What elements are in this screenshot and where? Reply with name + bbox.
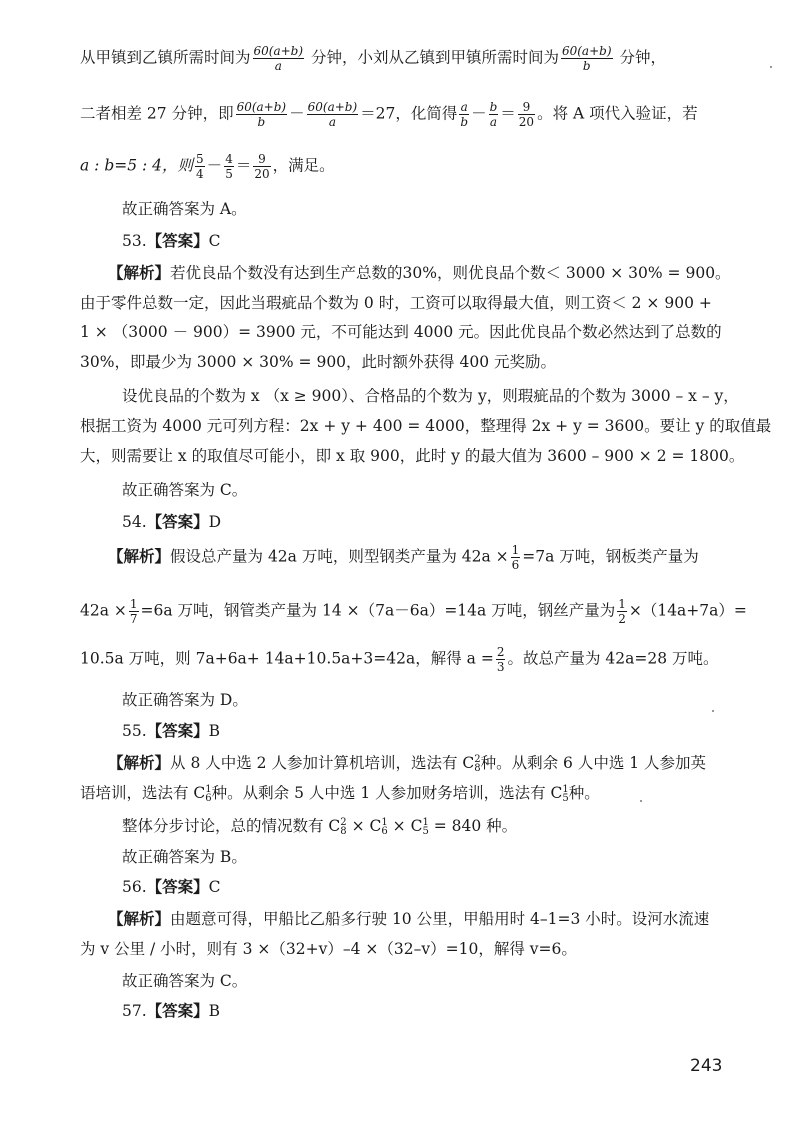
fraction-denominator: b — [460, 115, 469, 129]
text-segment: 分钟， — [614, 48, 666, 67]
text-segment: 10.5a 万吨，则 7a+6a+ 14a+10.5a+3=42a，解得 a = — [80, 649, 494, 668]
answer-letter: C — [208, 232, 221, 250]
text-segment: 若优良品个数没有达到生产总数的30%，则优良品个数＜ 3000 × 30% = 900。 — [170, 264, 731, 282]
text-line — [122, 815, 772, 837]
combination-sub: 8 — [340, 826, 347, 837]
text-line — [80, 782, 730, 804]
text-segment: 。故总产量为 42a=28 万吨。 — [507, 649, 719, 668]
text-line: 大，则需要让 x 的取值尽可能小，即 x 取 900，此时 y 的最大值为 3600 – 900 × 2 = 1800。 — [80, 447, 745, 465]
combination-sup: 1 — [381, 817, 388, 828]
fraction-numerator: 9 — [518, 100, 535, 115]
combination-sub: 6 — [205, 793, 212, 804]
text-line — [80, 100, 730, 129]
fraction-numerator: b — [489, 100, 498, 114]
text-segment: × C — [387, 817, 423, 835]
question-number: 55. — [122, 722, 147, 740]
fraction-denominator: 7 — [129, 612, 138, 626]
text-segment: a : b=5 : 4，则 — [80, 156, 194, 175]
question-number: 57. — [122, 1002, 147, 1020]
fraction-numerator: 5 — [196, 152, 204, 166]
combination-sub: 5 — [562, 793, 569, 804]
text-line: 1 × （3000 － 900）= 3900 元，不可能达到 4000 元。因此优良品个数必然达到了总数的 — [80, 323, 722, 341]
text-line: 30%，即最少为 3000 × 30% = 900，此时额外获得 400 元奖励。 — [80, 353, 556, 371]
combination-sup: 2 — [474, 754, 481, 765]
fraction-denominator: 20 — [254, 167, 270, 181]
scan-speck — [640, 800, 642, 802]
fraction — [236, 100, 288, 129]
fraction — [129, 597, 139, 626]
text-line: 为 v 公里 / 小时，则有 3 ×（32+v）–4 ×（32–v）=10，解得 v=6。 — [80, 940, 577, 958]
fraction — [307, 100, 359, 129]
fraction-numerator: 1 — [511, 543, 520, 557]
answer-conclusion: 故正确答案为 C。 — [122, 481, 248, 499]
text-segment: 。将 A 项代入验证，若 — [537, 104, 698, 123]
fraction — [518, 100, 535, 129]
text-line — [108, 543, 758, 572]
answer-letter: C — [208, 878, 221, 896]
fraction-numerator: 1 — [618, 597, 626, 611]
question-54-header — [122, 511, 772, 533]
scan-speck — [770, 66, 772, 68]
combination-sup: 2 — [340, 817, 347, 828]
text-segment: = 840 种。 — [428, 817, 518, 835]
text-segment: 从甲镇到乙镇所需时间为 — [80, 48, 251, 67]
text-line: 根据工资为 4000 元可列方程：2x + y + 400 = 4000，整理得 2x + y = 3600。要让 y 的取值最 — [80, 417, 772, 435]
fraction — [561, 44, 613, 73]
combination-sub: 6 — [381, 826, 388, 837]
fraction-numerator: 2 — [496, 645, 505, 659]
operator: ＝ — [500, 104, 516, 123]
text-segment: × C — [346, 817, 382, 835]
text-line — [108, 752, 758, 774]
text-segment: ×（14a+7a）= — [628, 601, 747, 620]
fraction — [496, 645, 506, 674]
fraction-denominator: a — [274, 59, 282, 73]
question-number: 56. — [122, 878, 147, 896]
answer-conclusion: 故正确答案为 A。 — [122, 200, 247, 218]
text-line — [80, 44, 730, 73]
text-segment: 种。从剩余 5 人中选 1 人参加财务培训，选法有 C — [211, 784, 563, 802]
text-segment: 整体分步讨论，总的情况数有 C — [122, 817, 341, 835]
combination-sub: 5 — [422, 826, 429, 837]
text-line — [80, 645, 730, 674]
fraction — [489, 100, 499, 129]
fraction-denominator: b — [257, 115, 266, 129]
text-segment: 语培训，选法有 C — [80, 784, 206, 802]
text-line: 设优良品的个数为 x （x ≥ 900）、合格品的个数为 y，则瑕疵品的个数为 3000 – x – y， — [122, 387, 739, 405]
fraction-denominator: a — [328, 115, 336, 129]
answer-tag: 【答案】 — [146, 721, 209, 740]
text-segment: ＝27，化简得 — [360, 104, 458, 123]
fraction-numerator: 60(a+b) — [253, 44, 304, 58]
answer-conclusion: 故正确答案为 B。 — [122, 848, 247, 866]
fraction — [253, 152, 270, 181]
fraction-denominator: 20 — [518, 115, 535, 129]
answer-conclusion: 故正确答案为 D。 — [122, 691, 248, 709]
text-segment: 42a × — [80, 601, 127, 620]
fraction-denominator: 5 — [225, 167, 233, 181]
text-line — [108, 908, 758, 930]
scan-speck — [712, 710, 714, 712]
text-line — [108, 262, 758, 284]
fraction-denominator: b — [582, 59, 591, 73]
fraction — [511, 543, 521, 572]
fraction-numerator: 60(a+b) — [236, 100, 287, 114]
answer-tag: 【答案】 — [146, 231, 209, 250]
operator: ＝ — [235, 156, 252, 175]
text-segment: 二者相差 27 分钟，即 — [80, 104, 234, 123]
fraction-denominator: 3 — [496, 660, 505, 674]
fraction-denominator: a — [489, 115, 498, 129]
fraction-numerator: 1 — [129, 597, 138, 611]
answer-letter: B — [208, 722, 221, 740]
text-segment: 种。从剩余 6 人中选 1 人参加英 — [480, 754, 707, 772]
question-number: 53. — [122, 232, 147, 250]
fraction-denominator: 4 — [196, 167, 204, 181]
answer-tag: 【答案】 — [146, 877, 209, 896]
answer-letter: D — [208, 513, 222, 531]
text-line — [80, 597, 747, 626]
answer-letter: B — [208, 1002, 221, 1020]
operator: － — [471, 104, 487, 123]
operator: － — [289, 104, 305, 123]
combination-sup: 1 — [562, 784, 569, 795]
fraction-denominator: 6 — [511, 558, 520, 572]
text-segment: 从 8 人中选 2 人参加计算机培训，选法有 C — [170, 754, 475, 772]
fraction — [459, 100, 469, 129]
text-segment: 假设总产量为 42a 万吨，则型钢类产量为 42a × — [170, 547, 509, 566]
fraction — [224, 152, 234, 181]
text-segment: ，满足。 — [272, 156, 335, 175]
text-segment: 由题意可得，甲船比乙船多行驶 10 公里，甲船用时 4–1=3 小时。设河水流速 — [170, 910, 710, 928]
fraction-denominator: 2 — [618, 612, 626, 626]
combination-sub: 8 — [474, 763, 481, 774]
fraction-numerator: 60(a+b) — [307, 100, 358, 114]
analysis-tag: 【解析】 — [108, 263, 171, 282]
analysis-tag: 【解析】 — [108, 909, 171, 928]
question-53-header — [122, 230, 772, 252]
analysis-tag: 【解析】 — [108, 753, 171, 772]
fraction-numerator: 9 — [253, 152, 270, 167]
fraction — [253, 44, 305, 73]
answer-tag: 【答案】 — [146, 512, 209, 531]
fraction-numerator: 4 — [225, 152, 233, 166]
question-57-header — [122, 1000, 772, 1022]
fraction-numerator: 60(a+b) — [561, 44, 612, 58]
question-56-header — [122, 876, 772, 898]
answer-tag: 【答案】 — [146, 1001, 209, 1020]
text-segment: 种。 — [568, 784, 600, 802]
fraction — [195, 152, 205, 181]
page-number: 243 — [690, 1056, 723, 1076]
fraction-numerator: a — [460, 100, 468, 114]
combination-sup: 1 — [422, 817, 429, 828]
question-number: 54. — [122, 513, 147, 531]
text-segment: 分钟，小刘从乙镇到甲镇所需时间为 — [306, 48, 559, 67]
text-segment: =6a 万吨，钢管类产量为 14 ×（7a－6a）=14a 万吨，钢丝产量为 — [140, 601, 616, 620]
text-line — [80, 152, 730, 181]
fraction — [617, 597, 627, 626]
text-line: 由于零件总数一定，因此当瑕疵品个数为 0 时，工资可以取得最大值，则工资＜ 2 × 900 + — [80, 294, 712, 312]
answer-conclusion: 故正确答案为 C。 — [122, 972, 248, 990]
operator: － — [206, 156, 223, 175]
analysis-tag: 【解析】 — [108, 546, 171, 566]
question-55-header — [122, 720, 772, 742]
text-segment: =7a 万吨，钢板类产量为 — [522, 547, 699, 566]
combination-sup: 1 — [205, 784, 212, 795]
